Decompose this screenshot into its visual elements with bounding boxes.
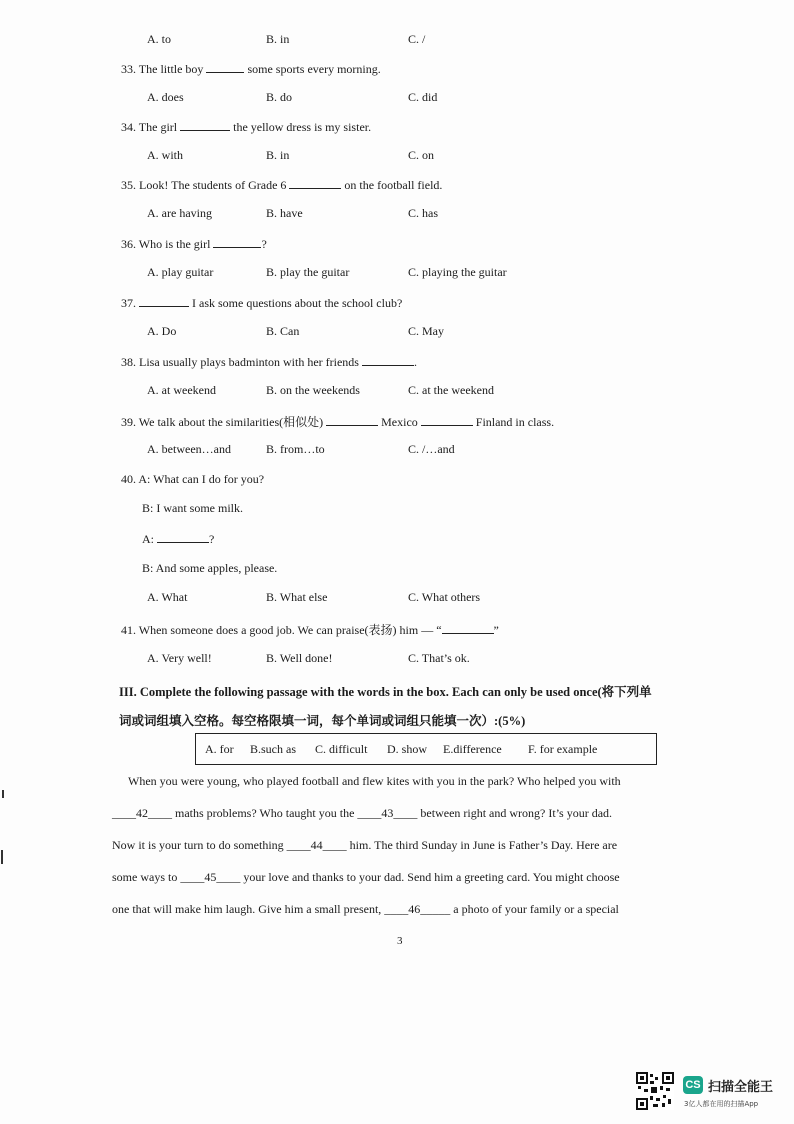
q34-blank <box>180 119 230 131</box>
q38-option-b: B. on the weekends <box>266 383 360 397</box>
q39-stem <box>121 413 554 430</box>
q34-stem-start: 34. The girl <box>121 120 178 134</box>
q37-stem-end: I ask some questions about the school club? <box>192 296 403 310</box>
q35-stem-end: on the football field. <box>344 178 443 192</box>
word-box <box>195 733 657 765</box>
q34-stem <box>121 119 371 135</box>
q32-option-b: B. in <box>266 32 290 46</box>
word-box-item: F. for example <box>528 742 598 756</box>
word-box-item: A. for <box>205 742 234 756</box>
q39-blank-2 <box>421 414 473 426</box>
camscanner-name: 扫描全能王 <box>708 1080 774 1095</box>
passage-line-4: some ways to ____45____ your love and thanks to your dad. Send him a greeting card. You might choose <box>112 870 620 884</box>
q41-option-b: B. Well done! <box>266 651 333 665</box>
scan-mark <box>2 790 4 798</box>
q34-option-a: A. with <box>147 148 183 162</box>
q34-option-c: C. on <box>408 148 435 162</box>
q34-option-b: B. in <box>266 148 290 162</box>
q39-stem-middle: Mexico <box>381 415 418 429</box>
q40-blank <box>157 531 209 543</box>
q38-option-c: C. at the weekend <box>408 383 494 397</box>
camscanner-tagline: 3亿人都在用的扫描App <box>684 1100 759 1108</box>
q41-stem-end: ” <box>493 623 499 637</box>
q35-stem <box>121 177 442 193</box>
word-box-item: E.difference <box>443 742 502 756</box>
q41-stem-start: 41. When someone does a good job. We can praise(表扬) him — “ <box>121 623 442 637</box>
q39-option-b: B. from…to <box>266 442 325 456</box>
q33-stem-end: some sports every morning. <box>247 62 381 76</box>
q40-option-c: C. What others <box>408 590 481 604</box>
q39-stem-start: 39. We talk about the similarities(相似处) <box>121 415 324 429</box>
q40-dialog-b2: B: And some apples, please. <box>142 561 278 575</box>
q34-stem-end: the yellow dress is my sister. <box>233 120 372 134</box>
q38-stem-start: 38. Lisa usually plays badminton with her friends <box>121 355 359 369</box>
q37-blank <box>139 295 189 307</box>
q35-blank <box>289 177 341 189</box>
q40-dialog-b1: B: I want some milk. <box>142 501 243 515</box>
q37-option-b: B. Can <box>266 324 300 338</box>
q39-stem-end: Finland in class. <box>475 415 555 429</box>
word-box-item: C. difficult <box>315 742 368 756</box>
word-box-item: B.such as <box>250 742 296 756</box>
q36-option-c: C. playing the guitar <box>408 265 507 279</box>
q36-option-b: B. play the guitar <box>266 265 350 279</box>
camscanner-logo: CS <box>683 1076 703 1094</box>
passage-line-3: Now it is your turn to do something ____44____ him. The third Sunday in June is Father’s Day. Here are <box>112 838 618 852</box>
q41-option-c: C. That’s ok. <box>408 651 470 665</box>
q37-option-c: C. May <box>408 324 444 338</box>
q35-option-a: A. are having <box>147 206 212 220</box>
page-number: 3 <box>397 935 403 947</box>
q38-option-a: A. at weekend <box>147 383 216 397</box>
q40-option-a: A. What <box>147 590 188 604</box>
q37-stem <box>121 295 402 311</box>
q36-stem <box>121 236 267 252</box>
q36-option-a: A. play guitar <box>147 265 214 279</box>
q33-stem <box>121 61 381 77</box>
q33-option-a: A. does <box>147 90 184 104</box>
qr-code-icon <box>636 1072 674 1110</box>
section-3-heading-line2: 词或词组填入空格。每空格限填一词，每个单词或词组只能填一次）:(5%) <box>119 714 526 728</box>
q35-option-c: C. has <box>408 206 438 220</box>
q40-a2-label: A: <box>142 532 154 546</box>
q38-stem-end: . <box>413 355 417 369</box>
q39-option-c: C. /…and <box>408 442 455 456</box>
passage-line-5: one that will make him laugh. Give him a small present, ____46_____ a photo of your family or a special <box>112 902 619 916</box>
q36-stem-start: 36. Who is the girl <box>121 237 211 251</box>
q39-blank-1 <box>326 414 378 426</box>
q39-option-a: A. between…and <box>147 442 231 456</box>
q35-option-b: B. have <box>266 206 303 220</box>
q33-option-c: C. did <box>408 90 438 104</box>
q40-option-b: B. What else <box>266 590 328 604</box>
word-box-item: D. show <box>387 742 428 756</box>
q35-stem-start: 35. Look! The students of Grade 6 <box>121 178 287 192</box>
q37-option-a: A. Do <box>147 324 177 338</box>
q33-stem-start: 33. The little boy <box>121 62 204 76</box>
passage-line-2: ____42____ maths problems? Who taught you the ____43____ between right and wrong? It’s your dad. <box>112 806 613 820</box>
q41-blank <box>442 622 494 634</box>
q41-option-a: A. Very well! <box>147 651 212 665</box>
q33-blank <box>206 61 244 73</box>
q33-option-b: B. do <box>266 90 293 104</box>
q40-dialog-a2 <box>142 531 214 547</box>
q37-stem-start: 37. <box>121 296 136 310</box>
scan-mark <box>1 850 3 864</box>
q32-option-c: C. / <box>408 32 426 46</box>
passage-line-1: When you were young, who played football and flew kites with you in the park? Who helped you with <box>128 774 621 788</box>
q41-stem <box>121 621 499 638</box>
q32-option-a: A. to <box>147 32 171 46</box>
q38-blank <box>362 354 414 366</box>
q40-a2-end: ? <box>209 532 215 546</box>
q36-stem-end: ? <box>261 237 267 251</box>
section-3-heading-line1: III. Complete the following passage with the words in the box. Each can only be used once(将下列单 <box>119 685 652 699</box>
q36-blank <box>213 236 261 248</box>
q40-stem: 40. A: What can I do for you? <box>121 472 265 486</box>
q38-stem <box>121 354 417 370</box>
